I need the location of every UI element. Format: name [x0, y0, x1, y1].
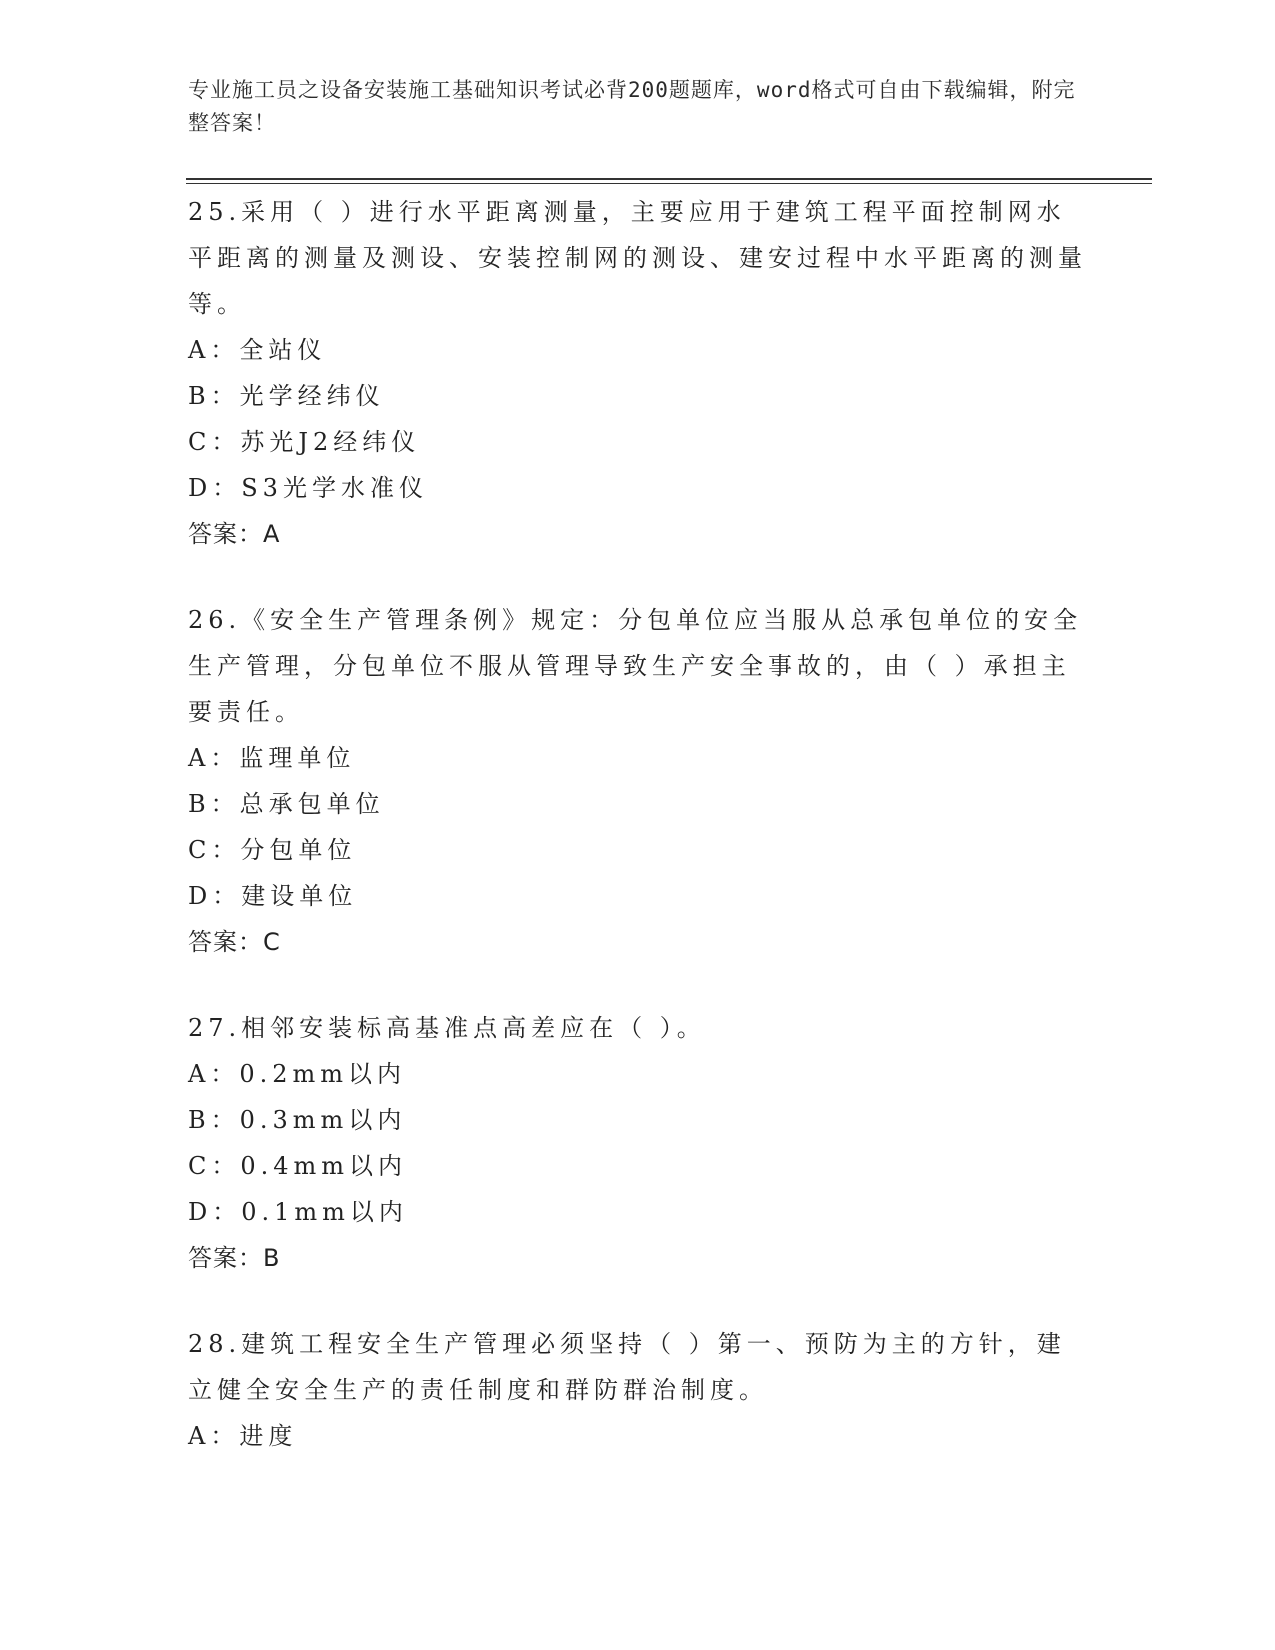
- option-a: A：全站仪: [188, 336, 327, 364]
- question-text: 27.相邻安装标高基准点高差应在（ ）。: [188, 1014, 706, 1042]
- header-divider-thick: [186, 178, 1152, 180]
- option-d: D：S3光学水准仪: [188, 474, 428, 502]
- question-text: 28.建筑工程安全生产管理必须坚持（ ）第一、预防为主的方针，建立健全安全生产的责任制度和群防群治制度。: [188, 1330, 1066, 1404]
- option-b: B：总承包单位: [188, 790, 385, 818]
- answer: 答案：C: [188, 928, 281, 956]
- option-a: A：进度: [188, 1422, 298, 1450]
- option-b: B：0.3mm以内: [188, 1106, 407, 1134]
- answer: 答案：B: [188, 1244, 281, 1272]
- option-a: A：监理单位: [188, 744, 356, 772]
- answer: 答案：A: [188, 520, 281, 548]
- question-27: [188, 1005, 1088, 1281]
- option-d: D：建设单位: [188, 882, 358, 910]
- document-header: [188, 74, 1088, 140]
- header-title: 专业施工员之设备安装施工基础知识考试必背200题题库，word格式可自由下载编辑，附完整答案！: [188, 78, 1076, 135]
- option-a: A：0.2mm以内: [188, 1060, 407, 1088]
- option-b: B：光学经纬仪: [188, 382, 385, 410]
- question-25: [188, 189, 1088, 557]
- question-text: 26.《安全生产管理条例》规定：分包单位应当服从总承包单位的安全生产管理，分包单位不服从管理导致生产安全事故的，由（ ）承担主要责任。: [188, 606, 1083, 726]
- question-26: [188, 597, 1088, 965]
- header-divider-thin: [186, 183, 1152, 184]
- option-c: C：分包单位: [188, 836, 357, 864]
- option-d: D：0.1mm以内: [188, 1198, 408, 1226]
- option-c: C：0.4mm以内: [188, 1152, 408, 1180]
- question-28: [188, 1321, 1088, 1459]
- question-text: 25.采用（ ）进行水平距离测量，主要应用于建筑工程平面控制网水平距离的测量及测设、安装控制网的测设、建安过程中水平距离的测量等。: [188, 198, 1087, 318]
- option-c: C：苏光J2经纬仪: [188, 428, 421, 456]
